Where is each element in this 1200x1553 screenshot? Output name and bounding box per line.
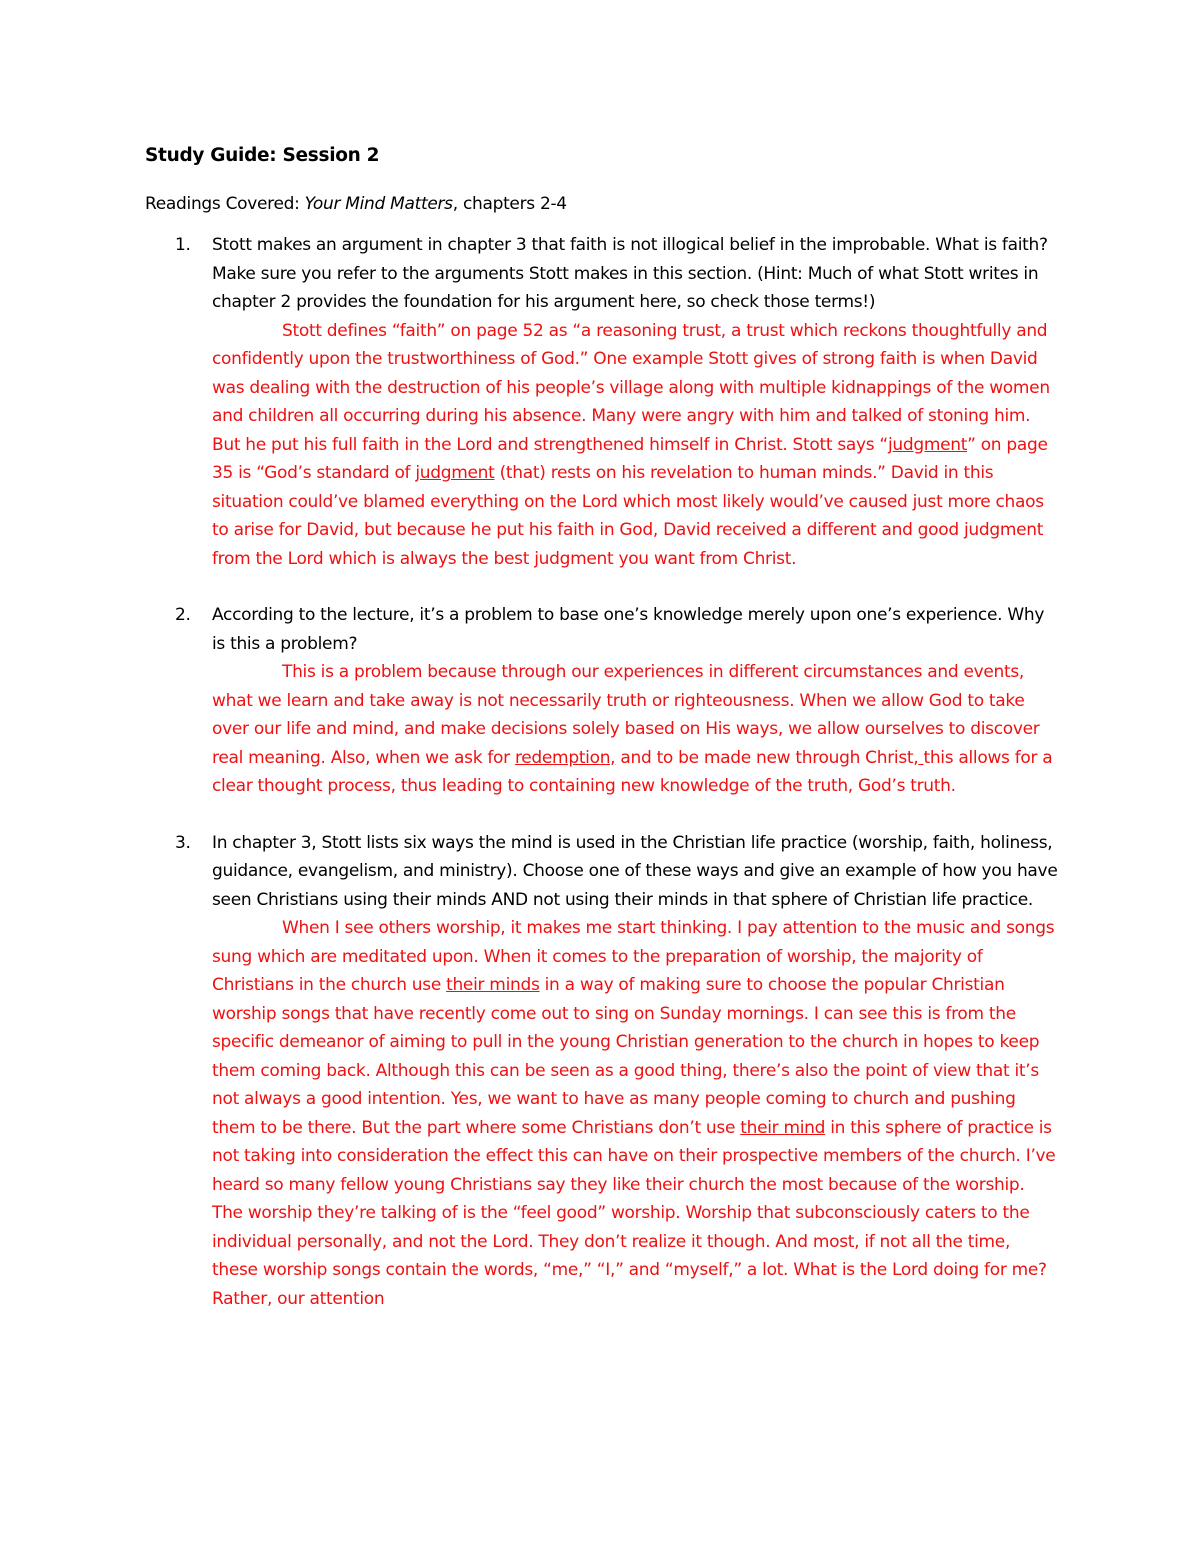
answer-segment: This is a problem because through our experiences in different circumstances and events, what we learn and take away is not necessarily truth or righteousness. When we allow God to take over our life and mind, and make decisions solely based on His ways, we allow ourselves to discover real meaning. Also, when we ask for [212,662,1040,768]
question-2 [145,601,1060,801]
answer-text [212,914,1060,1313]
question-prompt: According to the lecture, it’s a problem to base one’s knowledge merely upon one’s experience. Why is this a problem? [212,605,1045,654]
answer-segment: and to be made new through Christ, [615,747,919,768]
answer-segment: Stott defines “faith” on page 52 as “a reasoning trust, a trust which reckons thoughtfully and confidently upon the trustworthiness of God.” One example Stott gives of strong faith is when David was dealing with the destruction of his people’s village along with multiple kidnappings of the women and children all occurring during his absence. Many were angry with him and talked of stoning him. But he put his full faith in the Lord and strengthened himself in Christ. Stott says “ [212,320,1050,455]
answer-segment: in a way of making sure to choose the popular Christian worship songs that have recently come out to sing on Sunday mornings. I can see this is from the specific demeanor of aiming to pull in the young Christian generation to the church in hopes to keep them coming back. Although this can be seen as a good thing, there’s also the point of view that it’s not always a good intention. Yes, we want to have as many people coming to church and pushing them to be there. But the part where some Christians don’t use [212,975,1040,1138]
answer-text [212,658,1060,801]
readings-book-title: Your Mind Matters [304,194,453,214]
answer-segment: this allows for a clear thought process, thus leading to containing new knowledge of the truth, God’s truth. [212,747,1053,796]
question-number: 2. [175,605,191,625]
question-number: 3. [175,832,191,853]
underlined-term: their mind [740,1117,826,1138]
answer-segment: in this sphere of practice is not taking into consideration the effect this can have on their prospective members of the church. I’ve heard so many fellow young Christians say they like their church the most because of the worship. The worship they’re talking of is the “feel good” worship. Worship that subconsciously caters to the individual personally, and not the Lord. They don’t realize it though. And most, if not all the time, these worship songs contain the words, “me,” “I,” and “myself,” a lot. What is the Lord doing for me? Rather, our attention [212,1117,1056,1309]
answer-segment: (that) rests on his revelation to human minds.” David in this situation could’ve blamed everything on the Lord which most likely would’ve caused just more chaos to arise for David, but because he put his faith in God, David received a different and good judgment from the Lord which is always the best judgment you want from Christ. [212,463,1044,569]
underlined-term: judgment [415,463,495,483]
readings-covered [145,191,1060,217]
document-title: Study Guide: Session 2 [145,145,380,166]
answer-segment: ” on page 35 is “God’s standard of [212,434,1048,483]
underlined-term: their minds [446,975,540,995]
underlined-term: redemption, [514,747,616,768]
answer-text [212,317,1060,574]
question-1 [145,231,1060,573]
answer-segment: When I see others worship, it makes me start thinking. I pay attention to the music and songs sung which are meditated upon. When it comes to the preparation of worship, the majority of Christians in the church use [212,918,1055,995]
readings-suffix: , chapters 2-4 [452,194,567,214]
readings-prefix: Readings Covered: [145,194,305,214]
question-prompt: In chapter 3, Stott lists six ways the mind is used in the Christian life practice (worship, faith, holiness, guidance, evangelism, and ministry). Choose one of these ways and give an example of how you have seen Christians using their minds AND not using their minds in that sphere of Christian life practice. [212,832,1058,910]
question-prompt: Stott makes an argument in chapter 3 that faith is not illogical belief in the improbable. What is faith? Make sure you refer to the arguments Stott makes in this section. (Hint: Much of what Stott writes in chapter 2 provides the foundation for his argument here, so check those terms!) [212,235,1048,312]
spacer [145,801,1060,829]
question-number: 1. [175,235,191,255]
underlined-term: judgment [887,434,968,455]
question-list [145,231,1060,1313]
spacer [145,573,1060,601]
question-3 [145,829,1060,1314]
